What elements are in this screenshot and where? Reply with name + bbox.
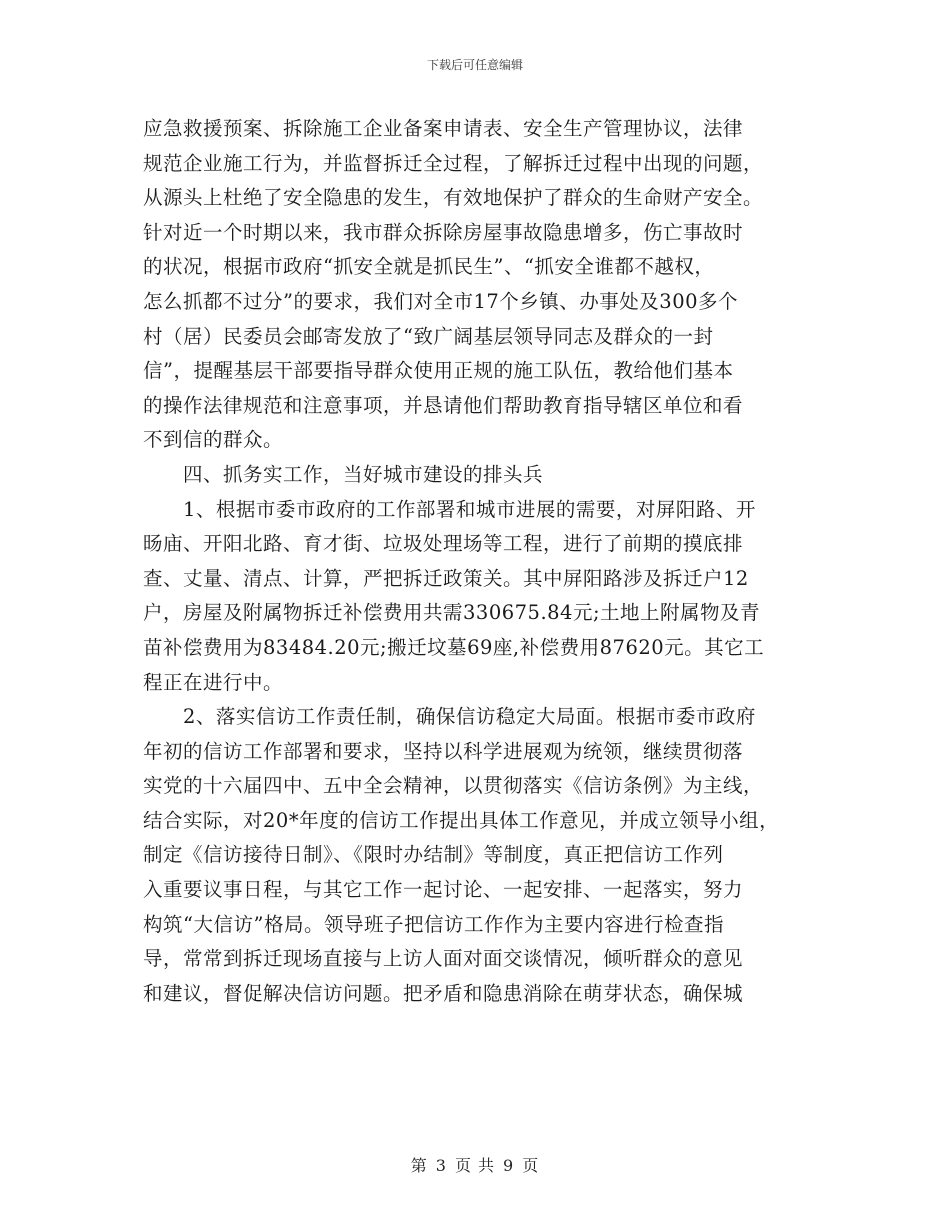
text-line: 结合实际，对20*年度的信访工作提出具体工作意见，并成立领导小组， — [143, 808, 780, 832]
section-heading: 四、抓务实工作，当好城市建设的排头兵 — [143, 462, 544, 486]
text-line: 应急救援预案、拆除施工企业备案申请表、安全生产管理协议，法律 — [143, 117, 744, 140]
page-footer — [0, 1153, 950, 1176]
footer-prefix: 第 — [410, 1156, 428, 1175]
text-line: 查、丈量、清点、计算，严把拆迁政策关。其中屏阳路涉及拆迁户12 — [143, 566, 749, 590]
text-line: 户，房屋及附属物拆迁补偿费用共需330675.84元;土地上附属物及青 — [143, 601, 761, 625]
text-line: 旸庙、开阳北路、育才街、垃圾处理场等工程，进行了前期的摸底排 — [143, 532, 744, 556]
footer-middle: 页 共 — [454, 1156, 496, 1175]
page-header: 下载后可任意编辑 — [426, 58, 523, 72]
footer-suffix: 页 — [522, 1156, 540, 1175]
text-line: 从源头上杜绝了安全隐患的发生，有效地保护了群众的生命财产安全。 — [143, 186, 764, 210]
text-line: 2、落实信访工作责任制，确保信访稳定大局面。根据市委市政府 — [143, 705, 756, 729]
text-line: 的状况，根据市政府“抓安全就是抓民生”、“抓安全谁都不越权， — [143, 255, 715, 279]
text-line: 入重要议事日程，与其它工作一起讨论、一起安排、一起落实，努力 — [143, 878, 744, 902]
text-line: 针对近一个时期以来，我市群众拆除房屋事故隐患增多，伤亡事故时 — [143, 220, 744, 244]
text-line: 不到信的群众。 — [143, 428, 284, 452]
text-line: 村（居）民委员会邮寄发放了“致广阔基层领导同志及群众的一封 — [143, 324, 714, 348]
text-line: 和建议，督促解决信访问题。把矛盾和隐患消除在萌芽状态，确保城 — [143, 981, 744, 1005]
document-body — [143, 112, 833, 1011]
page-total: 9 — [503, 1156, 515, 1175]
page-number: 3 — [435, 1156, 447, 1175]
text-line: 实党的十六届四中、五中全会精神，以贯彻落实《信访条例》为主线， — [143, 774, 764, 798]
text-line: 怎么抓都不过分”的要求，我们对全市17个乡镇、办事处及300多个 — [143, 289, 739, 313]
text-line: 制定《信访接待日制》、《限时办结制》等制度，真正把信访工作列 — [143, 843, 724, 867]
text-line: 导，常常到拆迁现场直接与上访人面对面交谈情况，倾听群众的意见 — [143, 947, 744, 971]
text-line: 苗补偿费用为83484.20元;搬迁坟墓69座,补偿费用87620元。其它工 — [143, 635, 765, 659]
text-line: 的操作法律规范和注意事项，并恳请他们帮助教育指导辖区单位和看 — [143, 393, 744, 417]
text-line: 信”，提醒基层干部要指导群众使用正规的施工队伍，教给他们基本 — [143, 359, 734, 383]
text-line: 1、根据市委市政府的工作部署和城市进展的需要，对屏阳路、开 — [143, 497, 756, 521]
text-line: 年初的信访工作部署和要求，坚持以科学进展观为统领，继续贯彻落 — [143, 739, 744, 763]
text-line: 构筑“大信访”格局。领导班子把信访工作作为主要内容进行检查指 — [143, 912, 724, 936]
text-line: 程正在进行中。 — [143, 670, 284, 694]
text-line: 规范企业施工行为，并监督拆迁全过程，了解拆迁过程中出现的问题， — [143, 151, 764, 175]
